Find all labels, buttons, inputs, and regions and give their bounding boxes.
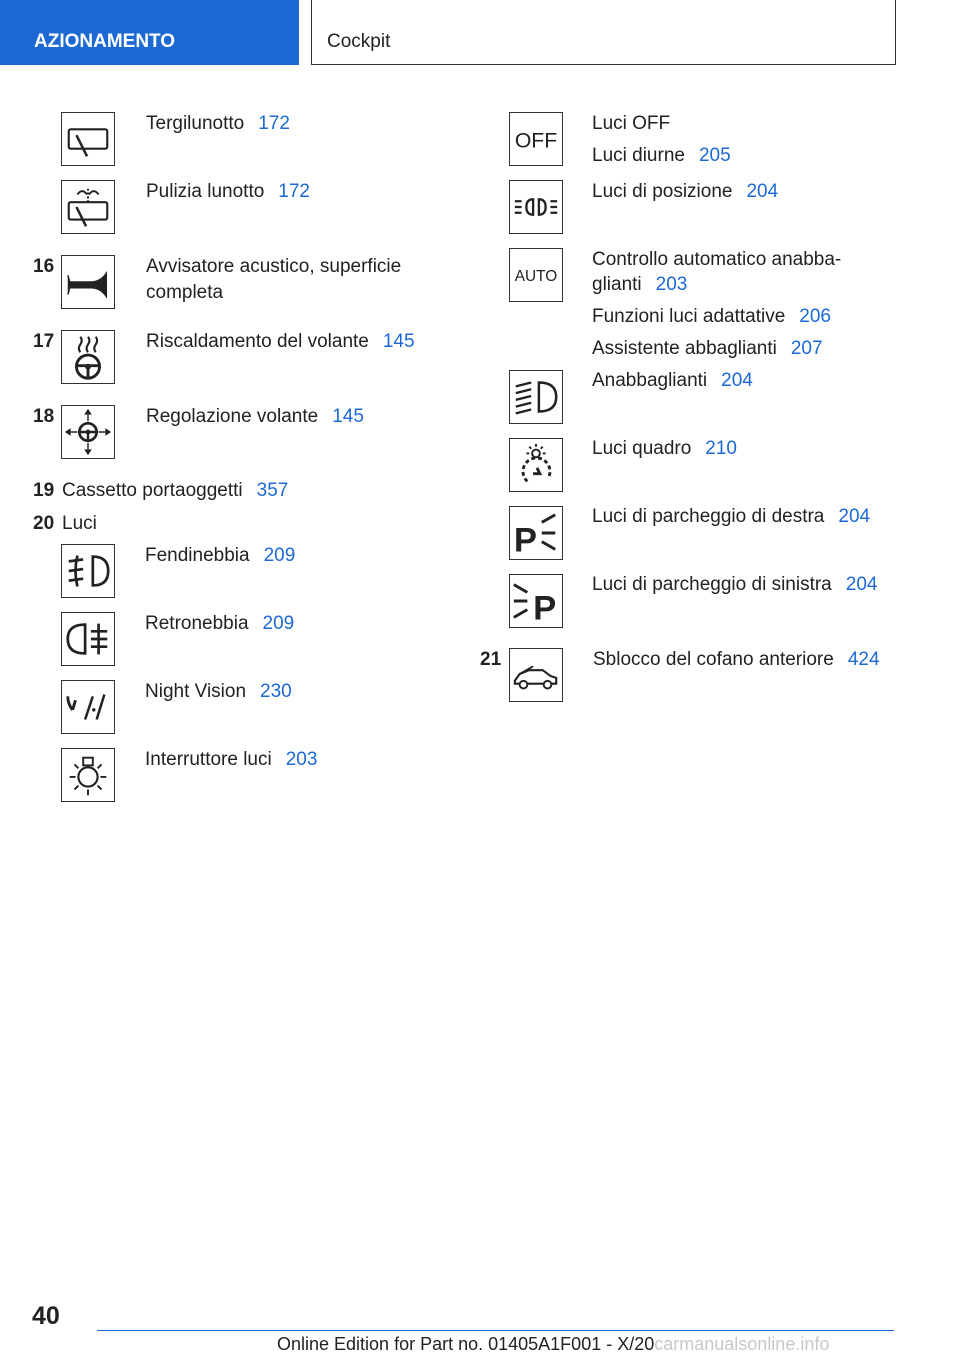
controllo-auto-line1: Controllo automatico anabba- — [592, 249, 842, 270]
retronebbia-entry: Retronebbia 209 — [145, 613, 295, 634]
page-link[interactable]: 207 — [790, 338, 823, 359]
funzioni-adattative-entry: Funzioni luci adattative 206 — [592, 306, 831, 327]
page-link[interactable]: 172 — [258, 113, 290, 134]
tergilunotto-entry: Tergilunotto 172 — [146, 113, 290, 134]
auto-icon-text: AUTO — [514, 267, 558, 285]
footer-text — [277, 1334, 829, 1355]
assistente-entry: Assistente abbaglianti 207 — [592, 338, 823, 359]
page-link[interactable]: 172 — [278, 181, 310, 202]
chapter-header — [311, 0, 896, 65]
page-link[interactable]: 357 — [256, 480, 289, 501]
page-link[interactable]: 230 — [260, 681, 292, 702]
item17-entry: Riscaldamento del volante 145 — [146, 331, 415, 352]
page-link[interactable]: 209 — [262, 613, 295, 634]
page-link[interactable]: 424 — [847, 649, 880, 670]
page-link[interactable]: 203 — [655, 274, 688, 295]
section-tab — [0, 0, 299, 65]
luci-quadro-entry: Luci quadro 210 — [592, 438, 737, 459]
chapter-title: Cockpit — [327, 31, 391, 52]
item18-entry: Regolazione volante 145 — [146, 406, 364, 427]
park-sinistra-entry: Luci di parcheggio di sinistra 204 — [592, 574, 878, 595]
item19-entry: Cassetto portaoggetti 357 — [62, 480, 289, 501]
controllo-auto-line2: glianti 203 — [592, 274, 688, 295]
hood-release-icon — [509, 648, 563, 702]
page-link[interactable]: 145 — [332, 406, 364, 427]
item-number-16: 16 — [33, 256, 55, 277]
front-fog-light-icon — [61, 544, 115, 598]
parking-light-left-icon — [509, 574, 563, 628]
section-title: AZIONAMENTO — [34, 31, 176, 52]
watermark: carmanualsonline.info — [654, 1334, 830, 1354]
park-destra-entry: Luci di parcheggio di destra 204 — [592, 506, 871, 527]
item-number-19: 19 — [33, 480, 55, 501]
luci-off-label: Luci OFF — [592, 113, 671, 134]
lights-off-icon — [509, 112, 563, 166]
page-link[interactable]: 205 — [698, 145, 731, 166]
anabbaglianti-entry: Anabbaglianti 204 — [592, 370, 753, 391]
night-vision-icon — [61, 680, 115, 734]
rear-wiper-icon — [61, 112, 115, 166]
page-link[interactable]: 204 — [721, 370, 753, 391]
item-number-18: 18 — [33, 406, 55, 427]
item-number-21: 21 — [480, 649, 502, 670]
svg-text:P: P — [533, 589, 557, 627]
steering-adjust-icon — [61, 405, 115, 459]
item-number-17: 17 — [33, 331, 55, 352]
edition-text: Online Edition for Part no. 01405A1F001 - X/20 — [277, 1334, 655, 1354]
parking-light-right-icon — [509, 506, 563, 560]
page-link[interactable]: 203 — [285, 749, 318, 770]
dashboard-lights-icon — [509, 438, 563, 492]
item21-entry: Sblocco del cofano anteriore 424 — [593, 649, 880, 670]
rear-fog-light-icon — [61, 612, 115, 666]
parking-lights-icon — [509, 180, 563, 234]
interruttore-entry: Interruttore luci 203 — [145, 749, 318, 770]
item16-line1: Avvisatore acustico, superficie — [146, 256, 402, 277]
page-link[interactable]: 204 — [845, 574, 878, 595]
page-link[interactable]: 204 — [838, 506, 871, 527]
low-beam-icon — [509, 370, 563, 424]
night-vision-entry: Night Vision 230 — [145, 681, 292, 702]
item-number-20: 20 — [33, 513, 55, 534]
item16-line2: completa — [146, 282, 224, 303]
page-link[interactable]: 145 — [382, 331, 415, 352]
luci-posizione-entry: Luci di posizione 204 — [592, 181, 779, 202]
page-number: 40 — [32, 1302, 60, 1330]
off-icon-text: OFF — [514, 129, 558, 153]
rear-washer-icon — [61, 180, 115, 234]
luci-diurne-entry: Luci diurne 205 — [592, 145, 731, 166]
horn-icon — [61, 255, 115, 309]
item20-label: Luci — [62, 513, 97, 534]
auto-lights-icon — [509, 248, 563, 302]
page-link[interactable]: 210 — [705, 438, 737, 459]
page-link[interactable]: 204 — [746, 181, 779, 202]
svg-text:P: P — [513, 521, 537, 559]
page-link[interactable]: 206 — [799, 306, 831, 327]
steering-heating-icon — [61, 330, 115, 384]
light-switch-icon — [61, 748, 115, 802]
pulizia-lunotto-entry: Pulizia lunotto 172 — [146, 181, 310, 202]
fendinebbia-entry: Fendinebbia 209 — [145, 545, 296, 566]
footer-divider — [97, 1330, 894, 1331]
page-link[interactable]: 209 — [263, 545, 296, 566]
